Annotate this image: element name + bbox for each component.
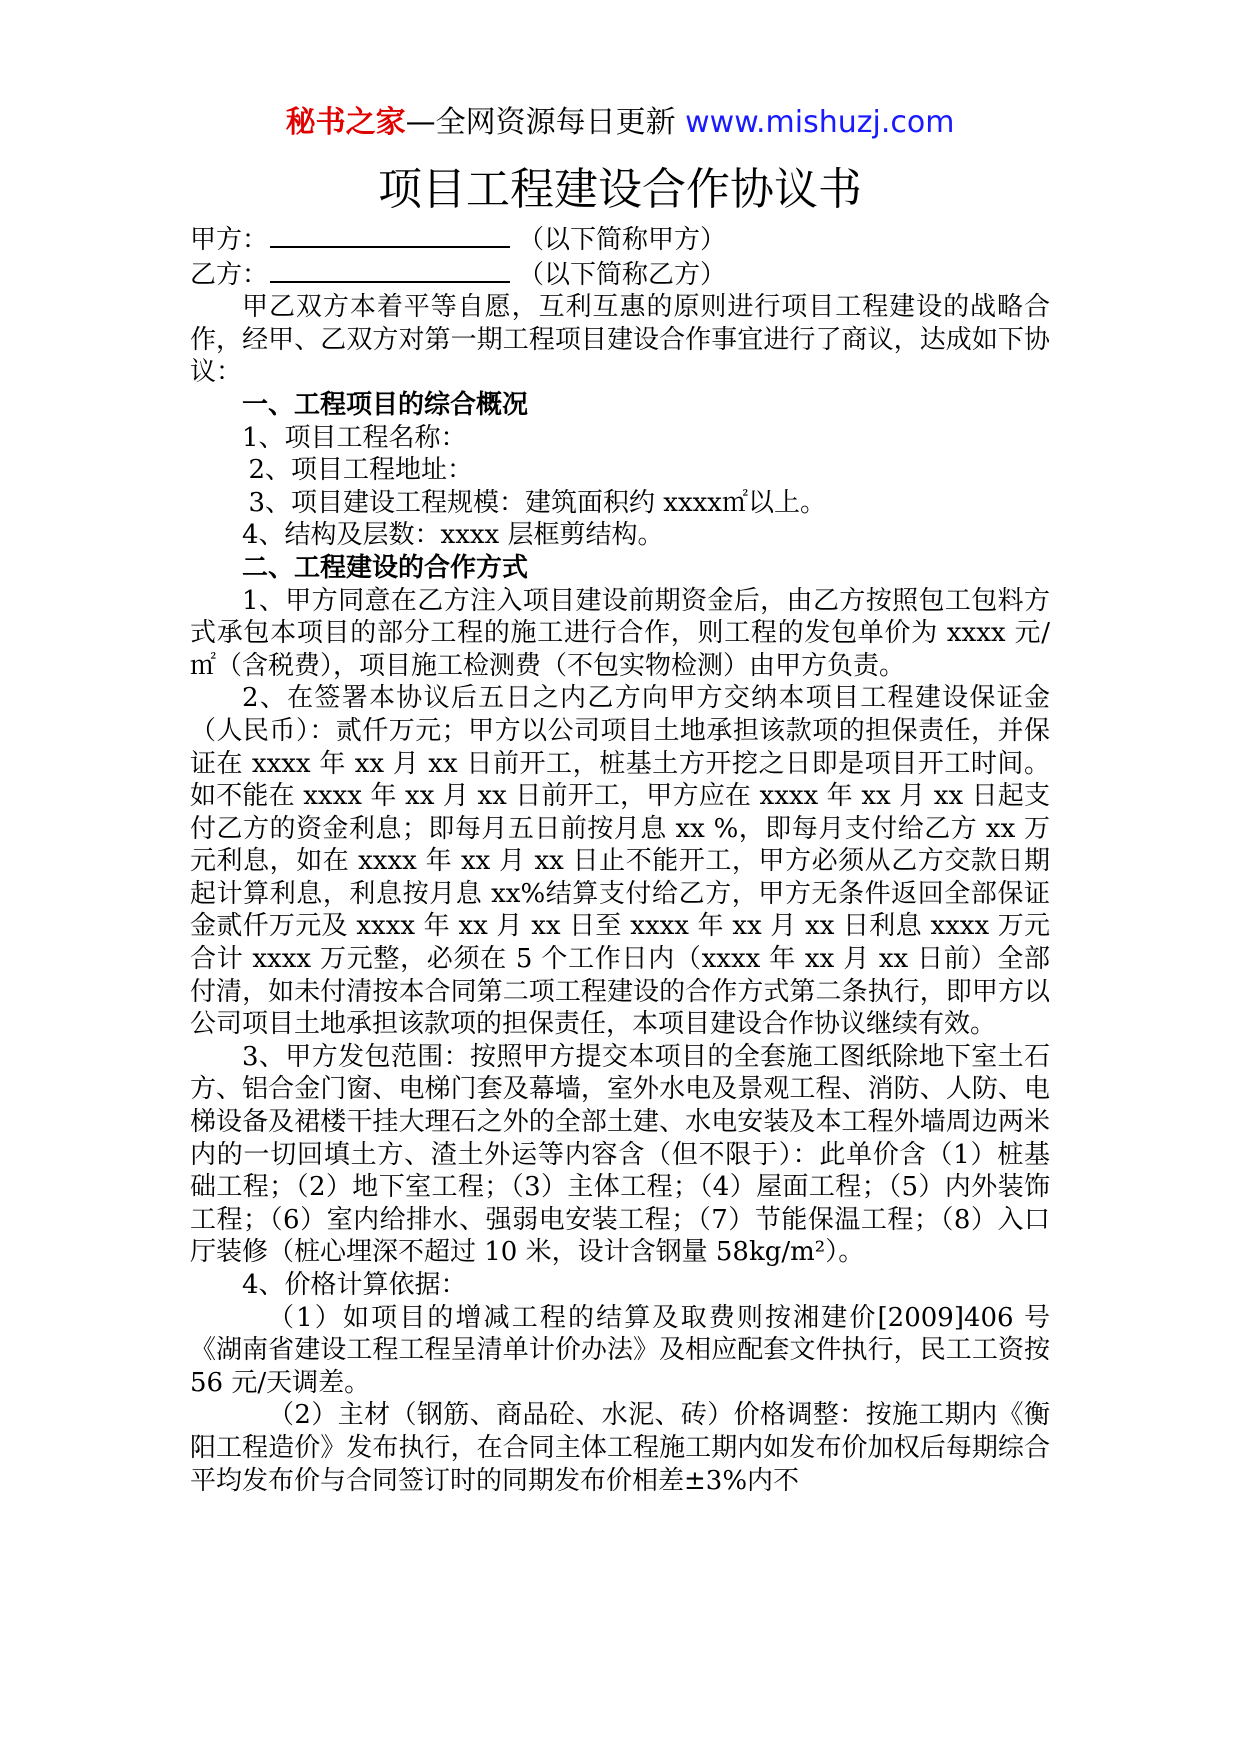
- section-1-heading: 一、工程项目的综合概况: [242, 389, 529, 420]
- party-a-note: （以下简称甲方）: [518, 225, 727, 255]
- site-banner: [0, 103, 1240, 143]
- section-1-item: 2、项目工程地址：: [248, 455, 474, 486]
- section-2-clause-3: 3、甲方发包范围：按照甲方提交本项目的全套施工图纸除地下室土石方、铝合金门窗、电梯门套及幕墙，室外水电及景观工程、消防、人防、电梯设备及裙楼干挂大理石之外的全部土建、水电安装及本工程外墙周边两米内的一切回填土方、渣土外运等内容含（但不限于）：此单价含（1）桩基础工程；（2）地下室工程；（3）主体工程；（4）屋面工程；（5）内外装饰工程；（6）室内给排水、强弱电安装工程；（7）节能保温工程；（8）入口厅装修（桩心埋深不超过 10 米，设计含钢量 58kg/m²）。: [190, 1041, 1050, 1268]
- section-2-clause-4-1: （1）如项目的增减工程的结算及取费则按湘建价[2009]406 号《湖南省建设工程工程呈清单计价办法》及相应配套文件执行，民工工资按 56 元/天调差。: [190, 1302, 1050, 1398]
- section-2-heading: 二、工程建设的合作方式: [242, 552, 529, 583]
- section-2-clause-4: 4、价格计算依据：: [242, 1270, 467, 1300]
- section-2-clause-1: 1、甲方同意在乙方注入项目建设前期资金后，由乙方按照包工包料方式承包本项目的部分工程的施工进行合作，则工程的发包单价为 xxxx 元/㎡（含税费），项目施工检测费（不包实物检测）由甲方负责。: [190, 585, 1050, 681]
- brand-slogan: —全网资源每日更新: [405, 105, 676, 140]
- intro-paragraph: 甲乙双方本着平等自愿，互利互惠的原则进行项目工程建设的战略合作，经甲、乙双方对第一期工程项目建设合作事宜进行了商议，达成如下协议：: [190, 292, 1050, 388]
- section-1-item: 3、项目建设工程规模：建筑面积约 xxxx㎡以上。: [248, 487, 826, 518]
- section-1-item: 1、项目工程名称：: [242, 422, 467, 453]
- section-2-clause-2: 2、在签署本协议后五日之内乙方向甲方交纳本项目工程建设保证金（人民币）：贰仟万元；甲方以公司项目土地承担该款项的担保责任，并保证在 xxxx 年 xx 月 xx 日前开工，桩基土方开挖之日即是项目开工时间。如不能在 xxxx 年 xx 月 xx 日前开工，甲方应在 xxxx 年 xx 月 xx 日起支付乙方的资金利息；即每月五日前按月息 xx %，即每月支付给乙方 xx 万元利息，如在 xxxx 年 xx 月 xx 日止不能开工，甲方必须从乙方交款日期起计算利息，利息按月息 xx%结算支付给乙方，甲方无条件返回全部保证金贰仟万元及 xxxx 年 xx 月 xx 日至 xxxx 年 xx 月 xx 日利息 xxxx 万元合计 xxxx 万元整，必须在 5 个工作日内（xxxx 年 xx 月 xx 日前）全部付清，如未付清按本合同第二项工程建设的合作方式第二条执行，即甲方以公司项目土地承担该款项的担保责任，本项目建设合作协议继续有效。: [190, 683, 1050, 1040]
- party-a-blank: [270, 222, 510, 248]
- brand-name: 秘书之家: [285, 105, 406, 140]
- party-b-blank: [270, 257, 510, 283]
- document-body: [190, 222, 1050, 1497]
- party-a-line: [190, 222, 1050, 257]
- party-a-label: 甲方：: [190, 225, 269, 255]
- party-b-note: （以下简称乙方）: [518, 259, 727, 290]
- party-b-line: [190, 257, 1050, 292]
- section-1-item: 4、结构及层数：xxxx 层框剪结构。: [242, 520, 664, 551]
- section-2-clause-4-2: （2）主材（钢筋、商品砼、水泥、砖）价格调整：按施工期内《衡阳工程造价》发布执行，在合同主体工程施工期内如发布价加权后每期综合平均发布价与合同签订时的同期发布价相差±3%内不: [190, 1400, 1050, 1496]
- party-b-label: 乙方：: [190, 259, 269, 290]
- site-url-link[interactable]: www.mishuzj.com: [685, 105, 955, 140]
- document-title: 项目工程建设合作协议书: [378, 164, 862, 215]
